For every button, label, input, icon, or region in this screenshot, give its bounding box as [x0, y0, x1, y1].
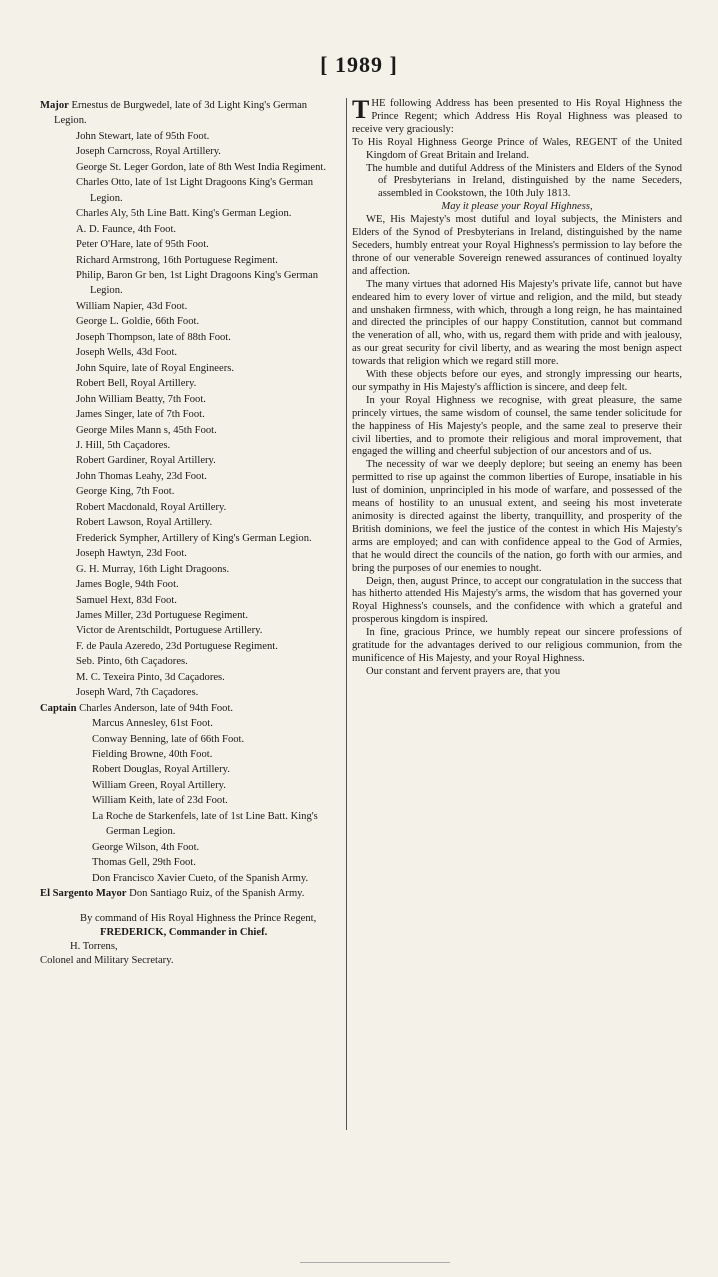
addressee: To His Royal Highness George Prince of Wales, REGENT of the United Kingdom of Great Britain and Ireland. [352, 136, 682, 161]
officer-name: George St. Leger Gordon, late of 8th West India Regiment. [76, 161, 327, 173]
officer-entry [92, 716, 340, 731]
address-paragraph: In your Royal Highness we recognise, with great pleasure, the same princely virtues, the same wisdom of counsel, the same tender solicitude for the happiness of His Majesty's people, and the same zeal to preserve their civil liberties, and to promote their religious and moral improvement, that engaged the willing and cheerful subjection of our ancestors and of us. [352, 394, 682, 458]
officer-name: James Miller, 23d Portuguese Regiment. [76, 609, 248, 621]
officer-name: Frederick Sympher, Artillery of King's German Legion. [76, 532, 312, 544]
rank-label: El Sargento Mayor [40, 888, 127, 900]
officer-name: William Keith, late of 23d Foot. [92, 795, 228, 807]
address-paragraph: In fine, gracious Prince, we humbly repeat our sincere professions of gratitude for the advantages derived to our religious communion, from the munificence of His Majesty, and your Royal Highness. [352, 627, 682, 664]
officer-entry [92, 809, 340, 840]
officer-name: Conway Benning, late of 66th Foot. [92, 733, 245, 745]
officer-name: John William Beatty, 7th Foot. [76, 393, 206, 405]
rank-label: Captain [40, 702, 77, 714]
signature-line1: By command of His Royal Highness the Prince Regent, [80, 912, 317, 924]
officer-entry [76, 670, 340, 685]
officer-name: A. D. Faunce, 4th Foot. [76, 223, 177, 235]
column-divider [346, 98, 347, 1130]
officer-entry [40, 98, 340, 129]
officer-name: Samuel Hext, 83d Foot. [76, 594, 177, 606]
officer-entry [76, 144, 340, 159]
officer-entry [92, 732, 340, 747]
officer-entry [76, 500, 340, 515]
rank-label: Major [40, 100, 69, 111]
officer-name: James Bogle, 94th Foot. [76, 579, 179, 591]
officer-entry [76, 330, 340, 345]
officer-entry [92, 762, 340, 777]
address-body [352, 214, 682, 679]
officer-entry [76, 639, 340, 654]
signature-block [40, 912, 340, 968]
officer-entry [40, 886, 340, 901]
officer-name: William Green, Royal Artillery. [92, 779, 226, 791]
intro-text: HE following Address has been presented to His Royal Highness the Prince Regent; which Address His Royal Highness was pleased to receive very graciously: [352, 98, 682, 135]
officer-name: George L. Goldie, 66th Foot. [76, 316, 200, 328]
officer-name: Joseph Thompson, late of 88th Foot. [76, 331, 231, 343]
officer-name: George Miles Mann s, 45th Foot. [76, 424, 217, 436]
officer-entry [76, 361, 340, 376]
officer-name: Charles Aly, 5th Line Batt. King's German Legion. [76, 208, 292, 220]
officer-entry [76, 299, 340, 314]
officer-name: John Squire, late of Royal Engineers. [76, 362, 234, 374]
officer-name: Thomas Gell, 29th Foot. [92, 857, 196, 869]
officer-entry [76, 206, 340, 221]
address-title: The humble and dutiful Address of the Ministers and Elders of the Synod of Presbyterians in Ireland, distinguished by the name Seceders, assembled in Cookstown, the 10th July 1813. [366, 162, 682, 200]
officer-entry [76, 423, 340, 438]
officer-name: Richard Armstrong, 16th Portuguese Regiment. [76, 254, 278, 266]
address-paragraph: Our constant and fervent prayers are, that you [366, 665, 561, 677]
signature-line3: H. Torrens, [70, 940, 118, 952]
officer-entry [92, 793, 340, 808]
officer-name: M. C. Texeira Pinto, 3d Caçadores. [76, 671, 225, 683]
intro-paragraph [352, 95, 682, 137]
salutation: May it please your Royal Highness, [441, 201, 593, 213]
officer-name: Don Francisco Xavier Cueto, of the Spanish Army. [92, 872, 309, 884]
officer-entry [92, 778, 340, 793]
officer-entry [76, 577, 340, 592]
officer-name: Robert Lawson, Royal Artillery. [76, 517, 213, 529]
officer-name: Victor de Arentschildt, Portuguese Artillery. [76, 625, 263, 637]
officer-name: John Stewart, late of 95th Foot. [76, 130, 210, 142]
officer-name: Robert Macdonald, Royal Artillery. [76, 501, 227, 513]
officer-list [40, 98, 340, 968]
officer-name: Robert Bell, Royal Artillery. [76, 378, 197, 390]
drop-cap: T [352, 95, 370, 124]
officer-name: J. Hill, 5th Caçadores. [76, 439, 171, 451]
officer-entry [76, 623, 340, 638]
signature-line2: FREDERICK, Commander in Chief. [100, 926, 268, 938]
officer-entry [76, 268, 340, 299]
officer-name: G. H. Murray, 16th Light Dragoons. [76, 563, 230, 575]
officer-entry [92, 840, 340, 855]
officer-entry [76, 407, 340, 422]
officer-name: F. de Paula Azeredo, 23d Portuguese Regiment. [76, 640, 278, 652]
signature-line4: Colonel and Military Secretary. [40, 954, 174, 966]
officer-entry [40, 701, 340, 716]
officer-entry [76, 685, 340, 700]
officer-name: Joseph Wells, 43d Foot. [76, 347, 178, 359]
officer-entry [76, 654, 340, 669]
officer-entry [76, 515, 340, 530]
officer-entry [76, 175, 340, 206]
address-paragraph: The many virtues that adorned His Majesty's private life, cannot but have endeared him to every lover of virtue and religion, and the mild, but steady and unshaken firmness, with which, through a long reign, he has maintained and directed the principles of our happy Constitution, cannot but command the veneration of all, who, with us, regard them with pride and with jealousy, as our great security for civil liberty, and as wearing the most benign aspect towards that religion which we regard still more. [352, 278, 682, 368]
officer-entry [76, 345, 340, 360]
officer-name: Robert Gardiner, Royal Artillery. [76, 455, 216, 467]
officer-entry [76, 608, 340, 623]
officer-name: Marcus Annesley, 61st Foot. [92, 718, 213, 730]
officer-entry [76, 392, 340, 407]
officer-name: William Napier, 43d Foot. [76, 300, 188, 312]
officer-entry [76, 314, 340, 329]
officer-name: George King, 7th Foot. [76, 486, 175, 498]
officer-entry [76, 253, 340, 268]
officer-entry [92, 871, 340, 886]
officer-entry [76, 469, 340, 484]
officer-name: Peter O'Hare, late of 95th Foot. [76, 239, 209, 251]
officer-entry [76, 129, 340, 144]
officer-name: Charles Otto, late of 1st Light Dragoons King's German Legion. [76, 177, 313, 204]
officer-name: Seb. Pinto, 6th Caçadores. [76, 656, 188, 668]
officer-entry [76, 546, 340, 561]
officer-entry [76, 531, 340, 546]
officer-name: Ernestus de Burgwedel, late of 3d Light King's German Legion. [54, 100, 308, 127]
address-paragraph: With these objects before our eyes, and strongly impressing our hearts, our sympathy in His Majesty's affliction is sincere, and deep felt. [352, 369, 682, 393]
footer-rule [300, 1262, 450, 1263]
officer-name: Don Santiago Ruiz, of the Spanish Army. [129, 888, 305, 900]
address-paragraph: WE, His Majesty's most dutiful and loyal subjects, the Ministers and Elders of the Synod of Presbyterians in Ireland, distinguished by the name Seceders, humbly entreat your Royal Highness's permission to lay before the throne of our venerable Sovereign renewed assurances of continued loyalty and affection. [352, 214, 682, 277]
officer-name: Fielding Browne, 40th Foot. [92, 749, 213, 761]
officer-name: John Thomas Leahy, 23d Foot. [76, 470, 207, 482]
officer-entry [76, 237, 340, 252]
officer-entry [76, 160, 340, 175]
officer-name: Charles Anderson, late of 94th Foot. [79, 702, 234, 714]
officer-entry [76, 453, 340, 468]
officer-name: Philip, Baron Gr ben, 1st Light Dragoons King's German Legion. [76, 269, 319, 297]
officer-name: Joseph Hawtyn, 23d Foot. [76, 548, 187, 560]
officer-name: Joseph Carncross, Royal Artillery. [76, 146, 221, 158]
officer-name: Joseph Ward, 7th Caçadores. [76, 687, 199, 699]
officer-name: La Roche de Starkenfels, late of 1st Line Batt. King's German Legion. [92, 810, 318, 838]
officer-entry [76, 438, 340, 453]
officer-entry [76, 593, 340, 608]
page-number: [ 1989 ] [320, 52, 398, 77]
address-paragraph: Deign, then, august Prince, to accept our congratulation in the success that has hitherto attended His Majesty's arms, the wisdom that has governed your Royal Highness's counsels, and the confidence with which a grateful and prosperous kingdom is inspired. [352, 575, 682, 626]
address-paragraph: The necessity of war we deeply deplore; but seeing an enemy has been permitted to rise up against the common liberties of Europe, insatiable in his lust of dominion, unprincipled in his mode of warfare, and possessed of the means of hostility to an unusual extent, and seeing his most inveterate animosity is directed against the liberty, tranquillity, and prosperity of the British dominions, we feel the justice of the contest in which His Majesty's arms are employed; and can with confidence appeal to the God of Armies, that he would direct the councils of the nation, go forth with our armies, and bring the purposes of our enemies to nought. [352, 459, 682, 574]
address-column [352, 95, 682, 679]
officer-entry [92, 855, 340, 870]
officer-entry [76, 562, 340, 577]
officer-entry [76, 222, 340, 237]
officer-name: George Wilson, 4th Foot. [92, 841, 200, 853]
officer-name: Robert Douglas, Royal Artillery. [92, 764, 230, 776]
officer-name: James Singer, late of 7th Foot. [76, 409, 205, 421]
officer-entry [92, 747, 340, 762]
officer-entry [76, 376, 340, 391]
officer-entry [76, 484, 340, 499]
